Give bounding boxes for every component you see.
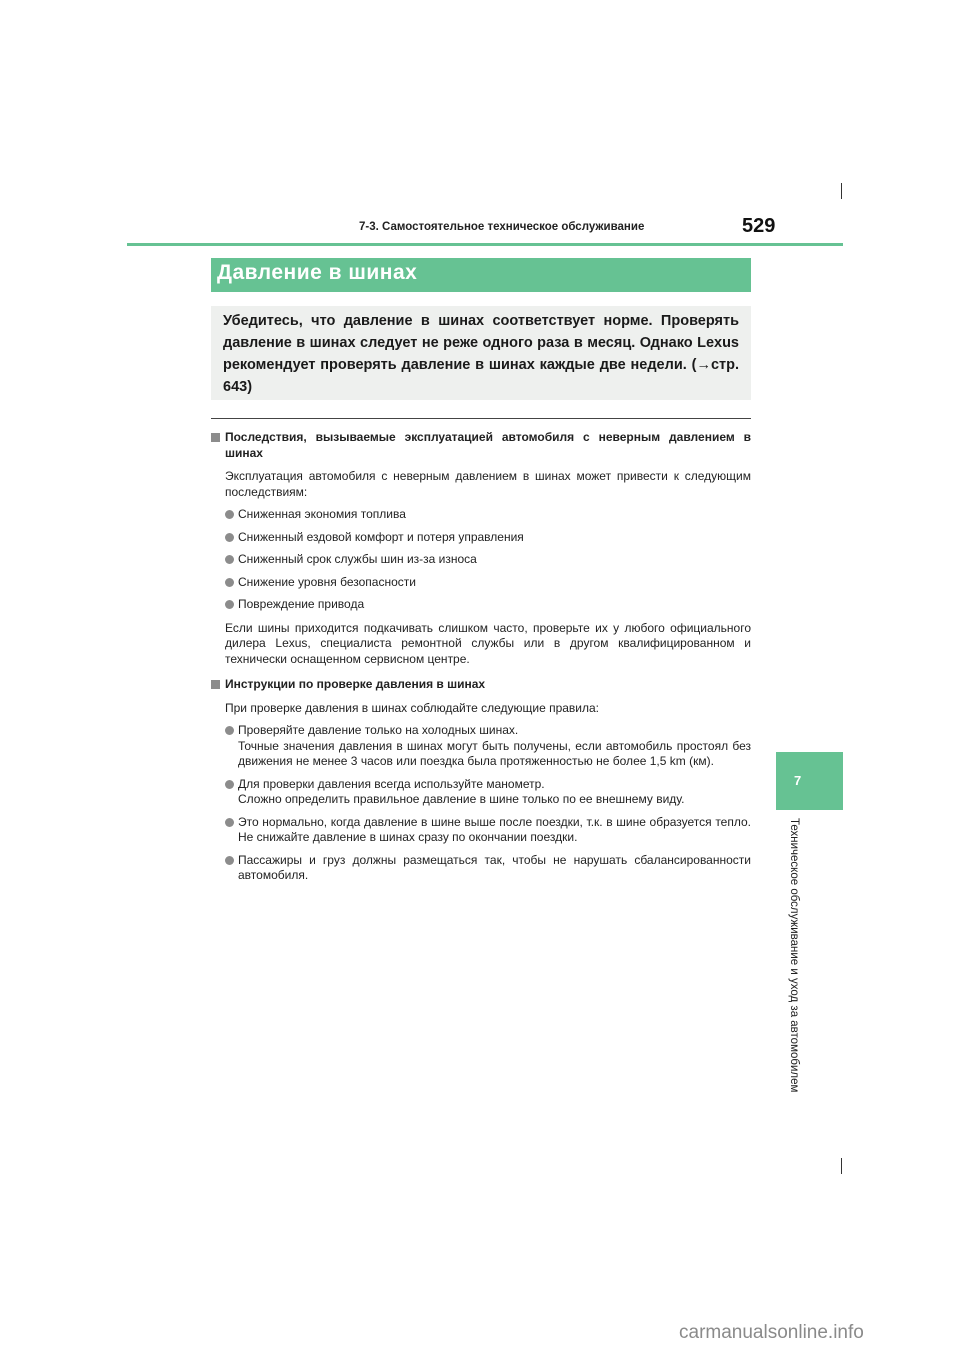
divider	[211, 418, 751, 419]
section-heading-consequences	[211, 430, 751, 461]
watermark: carmanualsonline.info	[679, 1322, 864, 1343]
main-content	[211, 428, 751, 884]
list-item-title: Для проверки давления всегда используйте манометр.	[238, 776, 545, 791]
list-item-text: Снижение уровня безопасности	[238, 574, 416, 589]
section-label: 7-3. Самостоятельное техническое обслуживание	[359, 221, 645, 233]
list-item	[225, 597, 751, 613]
crop-mark-bottom	[841, 1158, 842, 1174]
list-item-text: Сниженная экономия топлива	[238, 507, 406, 521]
list-item-text: Сложно определить правильное давление в шине только по ее внешнему виду.	[238, 792, 685, 806]
intro-box: Убедитесь, что давление в шинах соответствует норме. Проверять давление в шинах следует не реже одного раза в месяц. Однако Lexus рекомендует проверять давление в шинах каждые две недели. (→стр. 643)	[211, 306, 751, 400]
list-item-text: Сниженный срок службы шин из-за износа	[238, 552, 477, 566]
circle-bullet-icon	[225, 726, 234, 735]
list-item	[225, 853, 751, 884]
heading-text: Инструкции по проверке давления в шинах	[225, 677, 486, 691]
list-item-text: Сниженный ездовой комфорт и потеря управления	[238, 529, 524, 544]
circle-bullet-icon	[225, 600, 234, 609]
list-item-text: Точные значения давления в шинах могут быть получены, если автомобиль простоял без движения не менее 3 часов или поездка была протяженностью не более 1,5 km (км).	[238, 738, 751, 768]
circle-bullet-icon	[225, 818, 234, 827]
circle-bullet-icon	[225, 856, 234, 865]
chapter-side-title: Техническое обслуживание и уход за автомобилем	[788, 818, 800, 1093]
list-item-text: Повреждение привода	[238, 597, 365, 611]
list-item-title: Пассажиры и груз должны размещаться так, чтобы не нарушать сбалансированности автомобиля.	[238, 852, 751, 882]
circle-bullet-icon	[225, 555, 234, 564]
list-item	[225, 552, 751, 568]
square-bullet-icon	[211, 433, 220, 442]
page-number: 529	[742, 215, 776, 237]
list-item	[225, 530, 751, 546]
paragraph: При проверке давления в шинах соблюдайте следующие правила:	[225, 700, 600, 715]
paragraph: Эксплуатация автомобиля с неверным давлением в шинах может привести к следующим последствиям:	[225, 469, 751, 499]
page-title: Давление в шинах	[211, 258, 751, 292]
circle-bullet-icon	[225, 533, 234, 542]
paragraph: Если шины приходится подкачивать слишком часто, проверьте их у любого официального дилера Lexus, специалиста ремонтной службы или в другом квалифицированном и технически оснащенном сервисном центре.	[225, 620, 751, 666]
circle-bullet-icon	[225, 780, 234, 789]
crop-mark-top	[841, 183, 842, 199]
list-item	[225, 723, 751, 770]
list-item-title: Это нормально, когда давление в шине выше после поездки, т.к. в шине образуется тепло. Не снижайте давление в шинах сразу по окончании поездки.	[238, 814, 751, 844]
list-item-title: Проверяйте давление только на холодных шинах.	[238, 723, 519, 737]
list-item	[225, 777, 751, 808]
circle-bullet-icon	[225, 578, 234, 587]
header-rule	[127, 243, 843, 246]
list-item	[225, 815, 751, 846]
square-bullet-icon	[211, 680, 220, 689]
list-item	[225, 507, 751, 523]
chapter-tab	[776, 752, 843, 810]
circle-bullet-icon	[225, 510, 234, 519]
list-item	[225, 575, 751, 591]
chapter-number: 7	[794, 773, 802, 788]
heading-text: Последствия, вызываемые эксплуатацией автомобиля с неверным давлением в шинах	[225, 430, 751, 460]
section-heading-instructions	[211, 677, 751, 693]
